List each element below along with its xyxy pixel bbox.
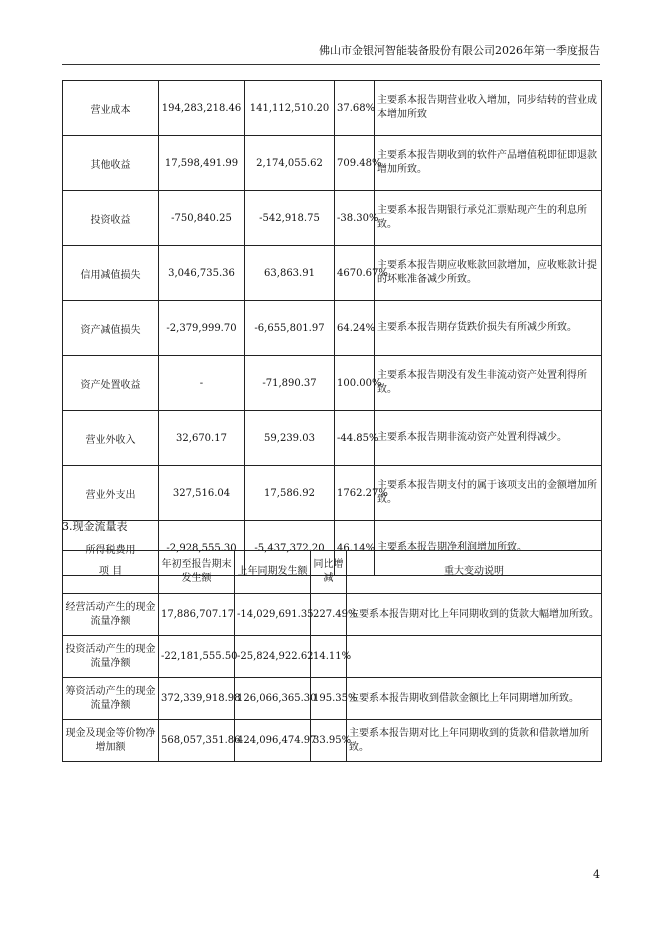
table-row <box>63 301 602 356</box>
row-current-value: 17,886,707.17 <box>159 594 235 636</box>
row-current-value: 32,670.17 <box>159 411 245 466</box>
row-change-pct: 33.95% <box>311 720 347 762</box>
cashflow-table <box>62 550 602 762</box>
row-item-label: 其他收益 <box>63 136 159 191</box>
row-description: 主要系本报告期存货跌价损失有所减少所致。 <box>375 301 602 356</box>
row-previous-value: -5,437,372.20 <box>245 521 335 576</box>
row-previous-value: -71,890.37 <box>245 356 335 411</box>
table-row <box>63 594 602 636</box>
row-current-value: 568,057,351.86 <box>159 720 235 762</box>
income-change-table <box>62 80 602 576</box>
table-row <box>63 636 602 678</box>
row-change-pct: 709.48% <box>335 136 375 191</box>
row-item-label: 信用减值损失 <box>63 246 159 301</box>
row-change-pct: 1762.27% <box>335 466 375 521</box>
table-row <box>63 81 602 136</box>
row-description: 主要系本报告期对比上年同期收到的货款和借款增加所致。 <box>347 720 602 762</box>
table-row <box>63 356 602 411</box>
table-row <box>63 191 602 246</box>
row-description: 主要系本报告期没有发生非流动资产处置利得所致。 <box>375 356 602 411</box>
row-description: 主要系本报告期对比上年同期收到的货款大幅增加所致。 <box>347 594 602 636</box>
row-change-pct: 100.00% <box>335 356 375 411</box>
row-description: 主要系本报告期支付的属于该项支出的金额增加所致。 <box>375 466 602 521</box>
row-previous-value: 17,586.92 <box>245 466 335 521</box>
row-current-value: -2,379,999.70 <box>159 301 245 356</box>
page-header <box>62 44 600 65</box>
header-item: 项 目 <box>63 551 159 594</box>
row-previous-value: -14,029,691.35 <box>235 594 311 636</box>
row-change-pct: 4670.67% <box>335 246 375 301</box>
row-change-pct: 64.24% <box>335 301 375 356</box>
row-current-value: - <box>159 356 245 411</box>
table-row <box>63 246 602 301</box>
row-item-label: 资产处置收益 <box>63 356 159 411</box>
table-header-row <box>63 551 602 594</box>
row-description: 主要系本报告期银行承兑汇票贴现产生的利息所致。 <box>375 191 602 246</box>
row-change-pct: 46.14% <box>335 521 375 576</box>
row-change-pct: 227.49% <box>311 594 347 636</box>
row-description: 主要系本报告期应收账款回款增加，应收账款计提的坏账准备减少所致。 <box>375 246 602 301</box>
row-previous-value: -542,918.75 <box>245 191 335 246</box>
page-number: 4 <box>593 868 600 881</box>
header-description: 重大变动说明 <box>347 551 602 594</box>
row-previous-value: 424,096,474.97 <box>235 720 311 762</box>
row-change-pct: -44.85% <box>335 411 375 466</box>
row-description: 主要系本报告期非流动资产处置利得减少。 <box>375 411 602 466</box>
row-current-value: -22,181,555.50 <box>159 636 235 678</box>
row-item-label: 营业成本 <box>63 81 159 136</box>
row-change-pct: 195.35% <box>311 678 347 720</box>
row-current-value: 327,516.04 <box>159 466 245 521</box>
section-title: 3.现金流量表 <box>62 520 128 533</box>
header-change-pct: 同比增减 <box>311 551 347 594</box>
row-previous-value: 141,112,510.20 <box>245 81 335 136</box>
row-description: 主要系本报告期收到的软件产品增值税即征即退款增加所致。 <box>375 136 602 191</box>
row-previous-value: 63,863.91 <box>245 246 335 301</box>
row-description: 主要系本报告期收到借款金额比上年同期增加所致。 <box>347 678 602 720</box>
row-item-label: 投资收益 <box>63 191 159 246</box>
row-change-pct: -38.30% <box>335 191 375 246</box>
row-item-label: 筹资活动产生的现金流量净额 <box>63 678 159 720</box>
row-current-value: 372,339,918.98 <box>159 678 235 720</box>
report-title: 佛山市金银河智能装备股份有限公司2026年第一季度报告 <box>319 44 600 57</box>
row-previous-value: 126,066,365.30 <box>235 678 311 720</box>
row-description <box>347 636 602 678</box>
row-current-value: 17,598,491.99 <box>159 136 245 191</box>
header-current: 年初至报告期末发生额 <box>159 551 235 594</box>
table-row <box>63 466 602 521</box>
row-current-value: -2,928,555.30 <box>159 521 245 576</box>
row-change-pct: 14.11% <box>311 636 347 678</box>
table-row <box>63 720 602 762</box>
row-item-label: 经营活动产生的现金流量净额 <box>63 594 159 636</box>
row-item-label: 营业外支出 <box>63 466 159 521</box>
row-description: 主要系本报告期营业收入增加，同步结转的营业成本增加所致 <box>375 81 602 136</box>
table-row <box>63 136 602 191</box>
row-item-label: 资产减值损失 <box>63 301 159 356</box>
row-previous-value: 59,239.03 <box>245 411 335 466</box>
row-previous-value: -6,655,801.97 <box>245 301 335 356</box>
row-description: 主要系本报告期净利润增加所致。 <box>375 521 602 576</box>
row-change-pct: 37.68% <box>335 81 375 136</box>
row-item-label: 所得税费用 <box>63 521 159 576</box>
row-item-label: 投资活动产生的现金流量净额 <box>63 636 159 678</box>
row-current-value: 3,046,735.36 <box>159 246 245 301</box>
row-item-label: 现金及现金等价物净增加额 <box>63 720 159 762</box>
row-item-label: 营业外收入 <box>63 411 159 466</box>
table-row <box>63 678 602 720</box>
table-row <box>63 411 602 466</box>
row-previous-value: -25,824,922.62 <box>235 636 311 678</box>
row-previous-value: 2,174,055.62 <box>245 136 335 191</box>
row-current-value: 194,283,218.46 <box>159 81 245 136</box>
row-current-value: -750,840.25 <box>159 191 245 246</box>
header-previous: 上年同期发生额 <box>235 551 311 594</box>
